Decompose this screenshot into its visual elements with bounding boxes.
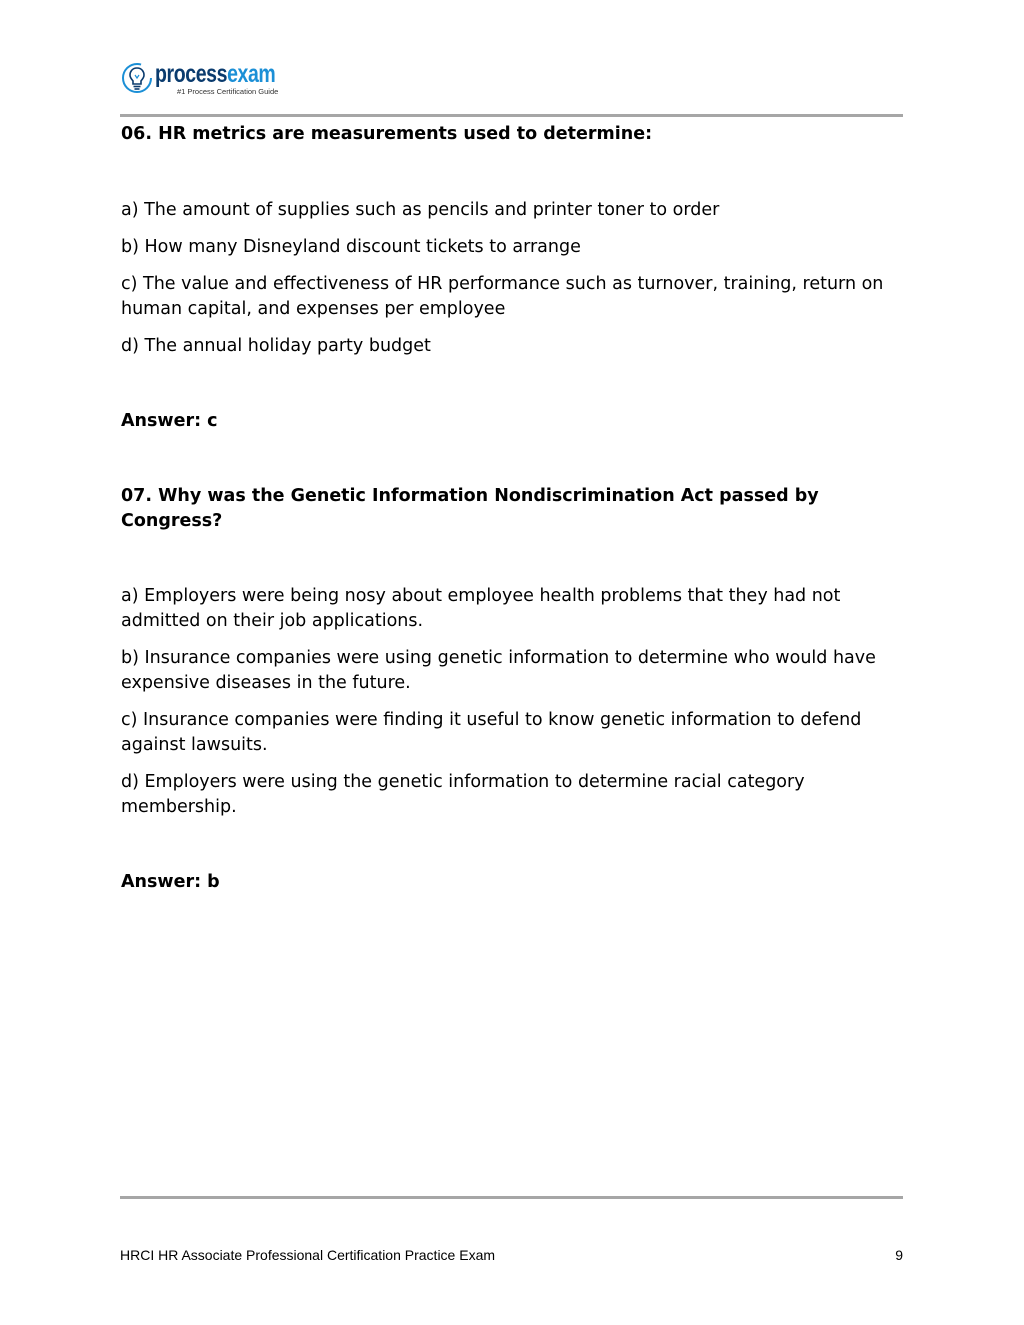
page-content <box>121 120 905 895</box>
processexam-logo <box>121 60 321 100</box>
footer-divider <box>120 1196 903 1199</box>
answer-option: a) The amount of supplies such as pencils and printer toner to order <box>121 200 720 220</box>
answer-option: c) Insurance companies were finding it useful to know genetic information to defend against lawsuits. <box>121 710 862 755</box>
answer-text: Answer: c <box>121 411 218 431</box>
answer-option: c) The value and effectiveness of HR performance such as turnover, training, return on human capital, and expenses per employee <box>121 274 884 319</box>
logo-tagline: #1 Process Certification Guide <box>177 87 279 96</box>
question-title: 06. HR metrics are measurements used to determine: <box>121 124 653 144</box>
logo-word-exam: exam <box>227 60 276 88</box>
footer-title: HRCI HR Associate Professional Certification Practice Exam <box>120 1247 496 1263</box>
page-number: 9 <box>895 1247 903 1263</box>
question-title: 07. Why was the Genetic Information Nondiscrimination Act passed by Congress? <box>121 486 819 531</box>
answer-option: a) Employers were being nosy about employee health problems that they had not admitted on their job applications. <box>121 586 841 631</box>
answer-option: b) Insurance companies were using genetic information to determine who would have expensive diseases in the future. <box>121 648 876 693</box>
answer-text: Answer: b <box>121 872 220 892</box>
question-block <box>121 484 905 895</box>
answer-option: b) How many Disneyland discount tickets to arrange <box>121 237 581 257</box>
answer-option: d) The annual holiday party budget <box>121 336 431 356</box>
lightbulb-icon <box>121 60 153 96</box>
header-divider <box>120 114 903 117</box>
logo-wordmark <box>155 60 275 88</box>
answer-option: d) Employers were using the genetic information to determine racial category membership. <box>121 772 805 817</box>
logo-word-process: process <box>155 60 228 88</box>
question-block <box>121 122 905 434</box>
